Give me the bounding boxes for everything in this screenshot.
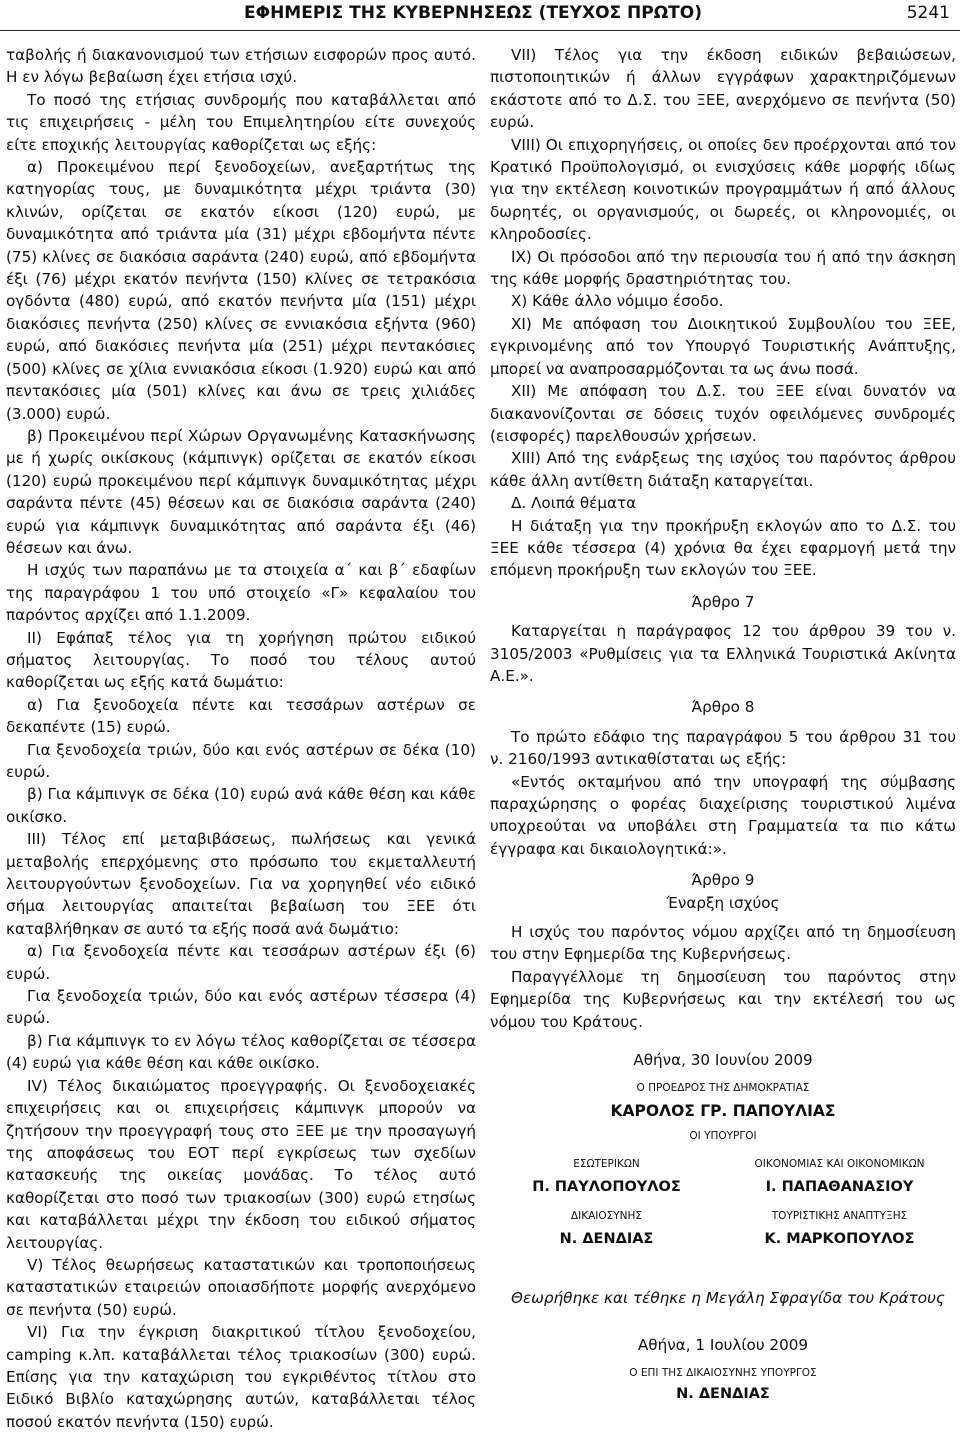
article-7-title: Άρθρο 7 [691,592,755,611]
paragraph: ΧΙ) Με απόφαση του Διοικητικού Συμβουλίου του ΞΕΕ, εγκρινομένης από τον Υπουργό Τουριστικής Ανάπτυξης, μπορεί να αναπροσαρμόζονται τα ως άνω ποσά. [490,314,956,378]
paragraph: VΙ) Για την έγκριση διακριτικού τίτλου ξενοδοχείου, camping κ.λπ. καταβάλλεται τέλος τριακοσίων (300) ευρώ. Επίσης για την καταχώριση του εγκριθέντος τίτλου στο Ειδικό Βιβλίο καταχώρησης αυτών, καταβάλλεται τέλος ποσού εκατόν πενήντα (150) ευρώ. [6,1323,476,1431]
seal-statement: Θεωρήθηκε και τέθηκε η Μεγάλη Σφραγίδα του Κράτους [511,1289,945,1308]
seal-minister-name: Ν. ΔΕΝΔΙΑΣ [676,1386,770,1403]
minister-ministry: ΕΣΩΤΕΡΙΚΩΝ [573,1158,640,1171]
minister-name: Ι. ΠΑΠΑΘΑΝΑΣΙΟΥ [765,1179,914,1196]
left-column [6,44,476,1433]
paragraph: Η ισχύς των παραπάνω με τα στοιχεία α΄ και β΄ εδαφίων της παραγράφου 1 του υπό στοιχείο «Γ» κεφαλαίου του παρόντος αρχίζει από 1.1.2009. [6,561,476,625]
paragraph: Η ισχύς του παρόντος νόμου αρχίζει από τη δημοσίευση του στην Εφημερίδα της Κυβερνήσεως. [490,923,956,964]
page-number: 5241 [906,3,950,23]
paragraph: α) Προκειμένου περί ξενοδοχείων, ανεξαρτήτως της κατηγορίας τους, με δυναμικότητα μέχρι τριάντα (30) κλινών, ορίζεται σε εκατόν είκοσι (120) ευρώ, με δυναμικότητα από τριάντα μία (31) μέχρι εβδομήντα πέντε (75) κλίνες σε διακόσια σαράντα (240) ευρώ, από εβδομήντα έξι (76) μέχρι εκατόν πενήντα (150) κλίνες σε τετρακόσια ογδόντα (480) ευρώ, από εκατόν πενήντα μία (151) μέχρι διακόσιες πενήντα (250) κλίνες σε εννιακόσια εξήντα (960) ευρώ, από διακόσιες πενήντα μία (251) μέχρι πεντακόσιες (500) κλίνες σε χίλια εννιακόσια είκοσι (1.920) ευρώ και από πεντακόσιες μία (501) κλίνες και άνω σε τρεις χιλιάδες (3.000) ευρώ. [6,158,476,423]
seal-date: Αθήνα, 1 Ιουλίου 2009 [637,1335,809,1354]
paragraph: Η διάταξη για την προκήρυξη εκλογών απο το Δ.Σ. του ΞΕΕ κάθε τέσσερα (4) χρόνια θα έχει εφαρμογή μετά την επόμενη προκήρυξη των εκλογών του ΞΕΕ. [490,516,956,580]
paragraph: Χ) Κάθε άλλο νόμιμο έσοδο. [511,292,724,311]
paragraph: V) Τέλος θεωρήσεως καταστατικών και τροποποιήσεως καταστατικών εταιρειών οποιασδήποτε μορφής ανερχόμενο σε πενήντα (50) ευρώ. [6,1255,476,1319]
paragraph: β) Για κάμπινγκ το εν λόγω τέλος καθορίζεται σε τέσσερα (4) ευρώ για κάθε θέση και κάθε οικίσκο. [6,1031,476,1073]
paragraph: Το ποσό της ετήσιας συνδρομής που καταβάλλεται από τις επιχειρήσεις - μέλη του Επιμελητηρίου είτε συνεχούς είτε εποχικής λειτουργίας καθορίζεται ως εξής: [6,90,476,154]
paragraph: β) Προκειμένου περί Χώρων Οργανωμένης Κατασκήνωσης με ή χωρίς οικίσκους (κάμπινγκ) ορίζεται σε εκατόν είκοσι (120) ευρώ προκειμένου περί κάμπινγκ δυναμικότητας μέχρι σαράντα πέντε (45) θέσεων και σε διακόσια σαράντα (240) ευρώ για κάμπινγκ δυναμικότητας από σαράντα έξι (46) θέσεων και άνω. [6,426,476,557]
paragraph: VΙΙ) Τέλος για την έκδοση ειδικών βεβαιώσεων, πιστοποιητικών ή άλλων εγγράφων χαρακτηριζόμενων εκάστοτε από το Δ.Σ. του ΞΕΕ, ανερχόμενο σε πενήντα (50) ευρώ. [490,46,956,132]
signing-date: Αθήνα, 30 Ιουνίου 2009 [633,1051,813,1070]
president-title: Ο ΠΡΟΕΔΡΟΣ ΤΗΣ ΔΗΜΟΚΡΑΤΙΑΣ [636,1082,810,1095]
ministers-title: ΟΙ ΥΠΟΥΡΓΟΙ [689,1130,757,1143]
paragraph: VΙΙΙ) Οι επιχορηγήσεις, οι οποίες δεν προέρχονται από τον Κρατικό Προϋπολογισμό, οι ενισχύσεις κάθε μορφής ιδίως για την εκτέλεση κοινοτικών προγραμμάτων ή από άλλους δωρητές, οι οργανισμούς, οι δωρεές, οι κληρονομιές, οι κληροδοσίες. [490,135,956,244]
paragraph: Για ξενοδοχεία τριών, δύο και ενός αστέρων σε δέκα (10) ευρώ. [6,740,476,781]
paragraph: ΧΙΙ) Με απόφαση του Δ.Σ. του ΞΕΕ είναι δυνατόν να διακανονίζονται σε δόσεις τυχόν οφειλόμενες συνδρομές (εισφορές) παρελθουσών χρήσεων. [490,382,956,445]
ministers-row-1 [490,1157,956,1197]
paragraph: Το πρώτο εδάφιο της παραγράφου 5 του άρθρου 31 του ν. 2160/1993 αντικαθίσταται ως εξής: [490,727,956,769]
president-name: ΚΑΡΟΛΟΣ ΓΡ. ΠΑΠΟΥΛΙΑΣ [610,1102,836,1121]
minister-ministry: ΤΟΥΡΙΣΤΙΚΗΣ ΑΝΑΠΤΥΞΗΣ [771,1210,908,1223]
gazette-title: ΕΦΗΜΕΡΙΣ ΤΗΣ ΚΥΒΕΡΝΗΣΕΩΣ (ΤΕΥΧΟΣ ΠΡΩΤΟ) [244,3,703,23]
minister-name: Π. ΠΑΥΛΟΠΟΥΛΟΣ [532,1179,681,1196]
paragraph: «Εντός οκταμήνου από την υπογραφή της σύμβασης παραχώρησης ο φορέας διαχείρισης τουριστικού λιμένα υποχρεούται να υποβάλει στη Γραμματεία τα πιο κάτω έγγραφα και δικαιολογητικά:». [490,772,956,858]
article-9-title: Άρθρο 9 [691,871,755,890]
article-9-subtitle: Έναρξη ισχύος [666,893,780,912]
minister-name: Κ. ΜΑΡΚΟΠΟΥΛΟΣ [764,1231,915,1248]
ministers-row-2 [490,1209,956,1249]
minister-ministry: ΔΙΚΑΙΟΣΥΝΗΣ [570,1210,643,1223]
paragraph: ΙΧ) Οι πρόσοδοι από την περιουσία του ή από την άσκηση της κάθε μορφής δραστηριότητας του. [490,247,956,289]
paragraph: ΙΙ) Εφάπαξ τέλος για τη χορήγηση πρώτου ειδικού σήματος λειτουργίας. Το ποσό του τέλους αυτού καθορίζεται ως εξής κατά δωμάτιο: [6,628,476,692]
paragraph: β) Για κάμπινγκ σε δέκα (10) ευρώ ανά κάθε θέση και κάθε οικίσκο. [6,785,476,826]
minister-block [490,1157,723,1197]
minister-block [723,1209,956,1249]
minister-ministry: ΟΙΚΟΝΟΜΙΑΣ ΚΑΙ ΟΙΚΟΝΟΜΙΚΩΝ [754,1158,925,1171]
right-column [490,44,956,1404]
paragraph: ΙV) Τέλος δικαιώματος προεγγραφής. Οι ξενοδοχειακές επιχειρήσεις και οι επιχειρήσεις κάμπινγκ μπορούν να ζητήσουν την προεγγραφή τους στο ΞΕΕ με την προσαγωγή της αποφάσεως του ΕΟΤ περί εγκρίσεως των σχεδίων κατασκευής της οικείας μονάδας. Το τέλος αυτό καθορίζεται στο ποσό των τριακοσίων (300) ευρώ ετησίως και καταβάλλεται μέχρι την έκδοση του ειδικού σήματος λειτουργίας. [6,1076,476,1252]
paragraph: Για ξενοδοχεία τριών, δύο και ενός αστέρων τέσσερα (4) ευρώ. [6,987,476,1028]
paragraph: ΙΙΙ) Τέλος επί μεταβιβάσεως, πωλήσεως και γενικά μεταβολής επερχόμενης στο πρόσωπο του εκμεταλλευτή λειτουργούντων ξενοδοχείων. Για να χορηγηθεί νέο ειδικό σήμα λειτουργίας απαιτείται βεβαίωση του ΞΕΕ ότι καταβλήθηκαν σε αυτό τα εξής ποσά ανά δωμάτιο: [6,830,476,938]
paragraph: Παραγγέλλομε τη δημοσίευση του παρόντος στην Εφημερίδα της Κυβερνήσεως και την εκτέλεσή του ως νόμου του Κράτους. [490,967,956,1031]
minister-block [723,1157,956,1197]
seal-minister-title: Ο ΕΠΙ ΤΗΣ ΔΙΚΑΙΟΣΥΝΗΣ ΥΠΟΥΡΓΟΣ [629,1367,817,1380]
paragraph: Καταργείται η παράγραφος 12 του άρθρου 39 του ν. 3105/2003 «Ρυθμίσεις για τα Ελληνικά Τουριστικά Ακίνητα Α.Ε.». [490,622,956,685]
paragraph: ΧΙΙΙ) Από της ενάρξεως της ισχύος του παρόντος άρθρου κάθε άλλη αντίθετη διάταξη καταργείται. [490,449,956,490]
paragraph: α) Για ξενοδοχεία πέντε και τεσσάρων αστέρων σε δεκαπέντε (15) ευρώ. [6,695,476,737]
paragraph: ταβολής ή διακανονισμού των ετήσιων εισφορών προς αυτό. Η εν λόγω βεβαίωση έχει ετήσια ισχύ. [6,46,476,87]
paragraph: α) Για ξενοδοχεία πέντε και τεσσάρων αστέρων έξι (6) ευρώ. [6,942,476,983]
minister-name: Ν. ΔΕΝΔΙΑΣ [559,1231,654,1248]
minister-block [490,1209,723,1249]
paragraph: Δ. Λοιπά θέματα [511,494,637,513]
page-header [0,0,960,31]
article-8-title: Άρθρο 8 [691,698,755,717]
